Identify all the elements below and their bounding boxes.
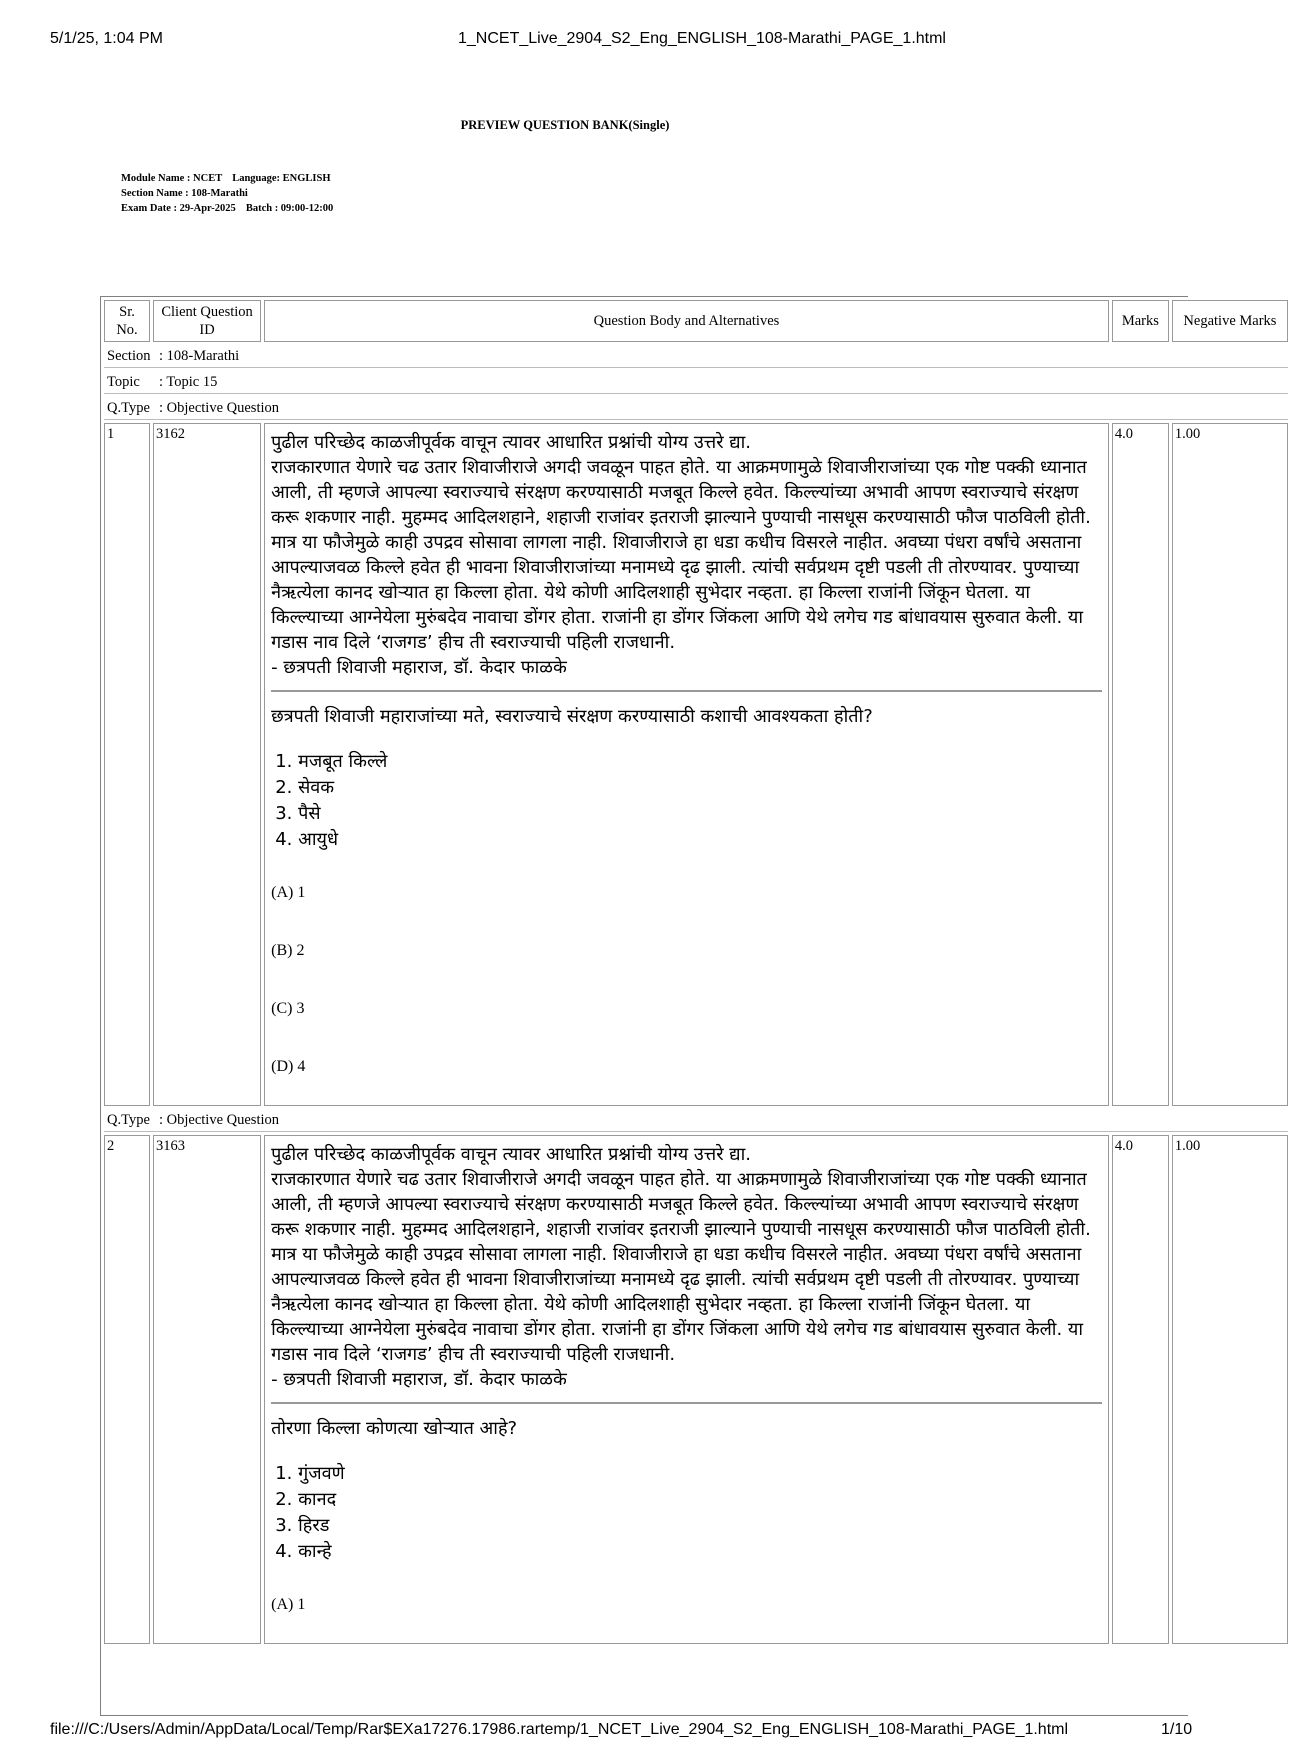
- exam-meta: [121, 171, 333, 216]
- passage-instruction: पुढील परिच्छेद काळजीपूर्वक वाचून त्यावर आधारित प्रश्नांची योग्य उत्तरे द्या.: [271, 1144, 752, 1165]
- header-question-body: Question Body and Alternatives: [264, 300, 1109, 342]
- choice-item: 3. पैसे: [298, 801, 1102, 827]
- topic-value: : Topic 15: [159, 374, 218, 390]
- alternative-c[interactable]: (C) 3: [271, 1000, 305, 1017]
- topic-row: [104, 371, 1288, 394]
- alternatives: [271, 1595, 1102, 1633]
- choice-item: 3. हिरड: [298, 1513, 1102, 1539]
- question-body: [264, 423, 1109, 1106]
- divider: [271, 1402, 1102, 1404]
- choice-item: 1. गुंजवणे: [298, 1461, 1102, 1487]
- qtype-label: Q.Type: [107, 1112, 150, 1128]
- question-sr-no: 1: [104, 423, 150, 1106]
- question-bank-title: PREVIEW QUESTION BANK(Single): [460, 118, 670, 132]
- passage-source: - छत्रपती शिवाजी महाराज, डॉ. केदार फाळके: [271, 1369, 567, 1390]
- alternative-a[interactable]: (A) 1: [271, 884, 306, 901]
- question-table: [101, 297, 1291, 1647]
- passage-instruction: पुढील परिच्छेद काळजीपूर्वक वाचून त्यावर आधारित प्रश्नांची योग्य उत्तरे द्या.: [271, 432, 752, 453]
- choice-item: 2. कानद: [298, 1487, 1102, 1513]
- question-marks: 4.0: [1112, 423, 1169, 1106]
- passage: [271, 430, 1102, 680]
- header-negative-marks: Negative Marks: [1172, 300, 1288, 342]
- section-row: [104, 345, 1288, 368]
- table-header-row: [104, 300, 1288, 342]
- question-negative-marks: 1.00: [1172, 423, 1288, 1106]
- batch: Batch : 09:00-12:00: [245, 203, 334, 214]
- print-datetime: 5/1/25, 1:04 PM: [50, 30, 163, 47]
- choice-item: 4. कान्हे: [298, 1539, 1102, 1565]
- question-body: [264, 1135, 1109, 1644]
- print-document-title: 1_NCET_Live_2904_S2_Eng_ENGLISH_108-Marathi_PAGE_1.html: [458, 30, 946, 47]
- qtype-row: [104, 1109, 1288, 1132]
- header-sr-no: Sr. No.: [104, 300, 150, 342]
- question-text: तोरणा किल्ला कोणत्या खोऱ्यात आहे?: [271, 1418, 518, 1439]
- module-name: Module Name : NCET: [121, 173, 223, 184]
- choice-item: 2. सेवक: [298, 775, 1102, 801]
- client-question-id: 3163: [153, 1135, 261, 1644]
- section-label: Section: [107, 348, 151, 364]
- choice-item: 4. आयुधे: [298, 827, 1102, 853]
- topic-label: Topic: [107, 374, 140, 390]
- question-row: [104, 1135, 1288, 1644]
- passage-text: राजकारणात येणारे चढ उतार शिवाजीराजे अगदी जवळून पाहत होते. या आक्रमणामुळे शिवाजीराजांच्या एक गोष्ट पक्की ध्यानात आली, ती म्हणजे आपल्या स्वराज्याचे संरक्षण करण्यासाठी मजबूत किल्ले हवेत. किल्ल्यांच्या अभावी आपण स्वराज्याचे संरक्षण करू शकणार नाही. मुहम्मद आदिलशहाने, शहाजी राजांवर इतराजी झाल्याने पुण्याची नासधूस करण्यासाठी फौज पाठविली होती. मात्र या फौजेमुळे काही उपद्रव सोसावा लागला नाही. शिवाजीराजे हा धडा कधीच विसरले नाहीत. अवघ्या पंधरा वर्षांचे असताना आपल्याजवळ किल्ले हवेत ही भावना शिवाजीराजांच्या मनामध्ये दृढ झाली. त्यांची सर्वप्रथम दृष्टी पडली ती तोरण्यावर. पुण्याच्या नैऋत्येला कानद खोऱ्यात हा किल्ला होता. येथे कोणी आदिलशाही सुभेदार नव्हता. हा किल्ला राजांनी जिंकून घेतला. या किल्ल्याच्या आग्नेयेला मुरुंबदेव नावाचा डोंगर होता. राजांनी हा डोंगर जिंकला आणि येथे लगेच गड बांधावयास सुरुवात केली. या गडास नाव दिले ‘राजगड’ हीच ती स्वराज्याची पहिली राजधानी.: [271, 457, 1091, 653]
- choice-item: 1. मजबूत किल्ले: [298, 749, 1102, 775]
- alternative-a[interactable]: (A) 1: [271, 1596, 306, 1613]
- question-sr-no: 2: [104, 1135, 150, 1644]
- exam-date: Exam Date : 29-Apr-2025: [121, 203, 236, 214]
- alternatives: [271, 883, 1102, 1095]
- question-text: छत्रपती शिवाजी महाराजांच्या मते, स्वराज्याचे संरक्षण करण्यासाठी कशाची आवश्यकता होती?: [271, 706, 873, 727]
- passage: [271, 1142, 1102, 1392]
- qtype-value: : Objective Question: [159, 400, 280, 416]
- question-negative-marks: 1.00: [1172, 1135, 1288, 1644]
- qtype-label: Q.Type: [107, 400, 150, 416]
- question-row: [104, 423, 1288, 1106]
- passage-text: राजकारणात येणारे चढ उतार शिवाजीराजे अगदी जवळून पाहत होते. या आक्रमणामुळे शिवाजीराजांच्या एक गोष्ट पक्की ध्यानात आली, ती म्हणजे आपल्या स्वराज्याचे संरक्षण करण्यासाठी मजबूत किल्ले हवेत. किल्ल्यांच्या अभावी आपण स्वराज्याचे संरक्षण करू शकणार नाही. मुहम्मद आदिलशहाने, शहाजी राजांवर इतराजी झाल्याने पुण्याची नासधूस करण्यासाठी फौज पाठविली होती. मात्र या फौजेमुळे काही उपद्रव सोसावा लागला नाही. शिवाजीराजे हा धडा कधीच विसरले नाहीत. अवघ्या पंधरा वर्षांचे असताना आपल्याजवळ किल्ले हवेत ही भावना शिवाजीराजांच्या मनामध्ये दृढ झाली. त्यांची सर्वप्रथम दृष्टी पडली ती तोरण्यावर. पुण्याच्या नैऋत्येला कानद खोऱ्यात हा किल्ला होता. येथे कोणी आदिलशाही सुभेदार नव्हता. हा किल्ला राजांनी जिंकून घेतला. या किल्ल्याच्या आग्नेयेला मुरुंबदेव नावाचा डोंगर होता. राजांनी हा डोंगर जिंकला आणि येथे लगेच गड बांधावयास सुरुवात केली. या गडास नाव दिले ‘राजगड’ हीच ती स्वराज्याची पहिली राजधानी.: [271, 1169, 1091, 1365]
- choices-list: [271, 749, 1102, 853]
- qtype-row: [104, 397, 1288, 420]
- section-name: Section Name : 108-Marathi: [121, 188, 248, 199]
- alternative-b[interactable]: (B) 2: [271, 942, 305, 959]
- passage-source: - छत्रपती शिवाजी महाराज, डॉ. केदार फाळके: [271, 657, 567, 678]
- qtype-value: : Objective Question: [159, 1112, 280, 1128]
- alternative-d[interactable]: (D) 4: [271, 1058, 306, 1075]
- client-question-id: 3162: [153, 423, 261, 1106]
- header-marks: Marks: [1112, 300, 1169, 342]
- divider: [271, 690, 1102, 692]
- question-marks: 4.0: [1112, 1135, 1169, 1644]
- question-table-container: [100, 296, 1277, 1716]
- header-client-question-id: Client Question ID: [153, 300, 261, 342]
- choices-list: [271, 1461, 1102, 1565]
- language: Language: ENGLISH: [232, 173, 331, 184]
- print-file-url: file:///C:/Users/Admin/AppData/Local/Temp/Rar$EXa17276.17986.rartemp/1_NCET_Live_2904_S2_Eng_ENGLISH_108-Marathi_PAGE_1.html: [50, 1721, 1069, 1738]
- section-value: : 108-Marathi: [159, 348, 240, 364]
- print-page-number: 1/10: [1161, 1721, 1193, 1738]
